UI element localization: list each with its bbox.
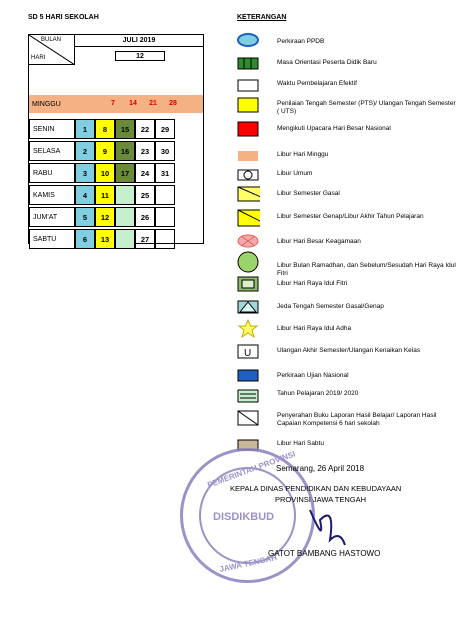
svg-text:U: U [244,348,252,359]
date-cell: 8 [95,119,115,139]
date-cell: 12 [95,207,115,227]
white-box-icon [238,80,258,91]
legend-item-label: Mengikuti Upacara Hari Besar Nasional [277,125,391,132]
date-cell: 31 [155,163,175,183]
legend-item-label: Perkiraan Ujian Nasional [277,372,349,379]
legend-item-label: Libur Semester Genap/Libur Akhir Tahun Pelajaran [277,213,424,220]
green-circle-icon [238,252,258,272]
date-cell: 6 [75,229,95,249]
signature-position-line1: KEPALA DINAS PENDIDIKAN DAN KEBUDAYAAN [230,484,402,493]
header-corner [29,35,75,65]
legend-item-label: Masa Orientasi Peserta Didik Baru [277,59,377,66]
peach-box-icon [238,151,258,161]
legend-item-label: Libur Bulan Ramadhan, dan Sebelum/Sesudah Hari Raya Idul Fitri [277,262,456,277]
date-cell: 21 [149,100,157,107]
corner-day-label: HARI [31,55,46,61]
legend-item-label: Libur Hari Minggu [277,151,329,158]
legend-icons [236,32,260,452]
date-cell [155,207,175,227]
signature-name: GATOT BAMBANG HASTOWO [268,549,381,558]
signature-scribble [300,500,350,550]
date-cell [155,229,175,249]
date-cell: 9 [95,141,115,161]
date-cell: 10 [95,163,115,183]
blue-box-icon [238,370,258,381]
date-cell: 26 [135,207,155,227]
star-icon [239,320,257,337]
legend-item-label: Waktu Pembelajaran Efektif [277,80,357,87]
calendar-table [28,34,204,244]
month-header: JULI 2019 [75,35,203,47]
date-cell: 1 [75,119,95,139]
school-title: SD 5 HARI SEKOLAH [28,14,99,21]
date-cell: 2 [75,141,95,161]
blue-ellipse-icon [238,34,258,46]
day-label: SENIN [29,119,75,139]
legend-item-label: Libur Hari Raya Idul Fitri [277,280,348,287]
signature-position-line2: PROVINSI JAWA TENGAH [275,495,366,504]
date-cell: 27 [135,229,155,249]
date-cell [115,229,135,249]
day-label: KAMIS [29,185,75,205]
date-cell: 29 [155,119,175,139]
legend-item-label: Libur Semester Gasal [277,190,340,197]
week-count: 12 [115,51,165,61]
yellow-diagonal-icon [238,210,260,226]
stamp-center-text: DISDIKBUD [213,511,275,523]
date-cell: 22 [135,119,155,139]
date-cell: 13 [95,229,115,249]
day-label: SABTU [29,229,75,249]
date-cell: 30 [155,141,175,161]
date-cell: 25 [135,185,155,205]
stamp-bottom-text: JAWA TENGAH [218,553,278,574]
stamp-top-text: PEMERINTAH PROVINSI [206,449,297,490]
legend-item-label: Jeda Tengah Semester Gasal/Genap [277,303,384,310]
green-lines-icon [238,390,258,402]
red-box-icon [238,122,258,136]
legend-title: KETERANGAN [237,14,287,21]
legend-item-label: Libur Hari Sabtu [277,440,324,447]
yellow-box-icon [238,98,258,112]
date-cell: 14 [129,100,137,107]
legend-item-label: Ulangan Akhir Semester/Ulangan Kenaikan Kelas [277,347,421,354]
yellow-diagonal-icon [238,187,260,201]
legend-item-label: Penilaian Tengah Semester (PTS)/ Ulangan Tengah Semester ( UTS) [277,100,456,115]
date-cell: 16 [115,141,135,161]
corner-month-label: BULAN [41,37,62,43]
legend-item-label: Libur Hari Besar Keagamaan [277,238,361,245]
legend-item-label: Tahun Pelajaran 2019/ 2020 [277,390,359,397]
date-cell [155,185,175,205]
day-label: JUM'AT [29,207,75,227]
date-cell: 15 [115,119,135,139]
legend-item-label: Libur Hari Raya Idul Adha [277,325,352,332]
legend-item-label: Libur Umum [277,170,313,177]
date-cell: 23 [135,141,155,161]
date-cell [115,207,135,227]
legend-item-label: Penyerahan Buku Laporan Hasil Belajar/ Laporan Hasil Capaian Kompetensi 6 hari sekolah [277,412,437,427]
date-cell: 28 [169,100,177,107]
day-label: RABU [29,163,75,183]
date-cell: 5 [75,207,95,227]
date-cell: 17 [115,163,135,183]
date-cell: 11 [95,185,115,205]
date-cell: 4 [75,185,95,205]
date-cell [115,185,135,205]
date-cell: 7 [111,100,115,107]
date-cell: 3 [75,163,95,183]
legend-item-label: Perkiraan PPDB [277,38,325,45]
day-label: SELASA [29,141,75,161]
green-grid-icon [238,58,258,69]
signature-place-date: Semarang, 26 April 2018 [276,464,365,473]
date-cell: 24 [135,163,155,183]
day-label-minggu: MINGGU [29,95,75,113]
